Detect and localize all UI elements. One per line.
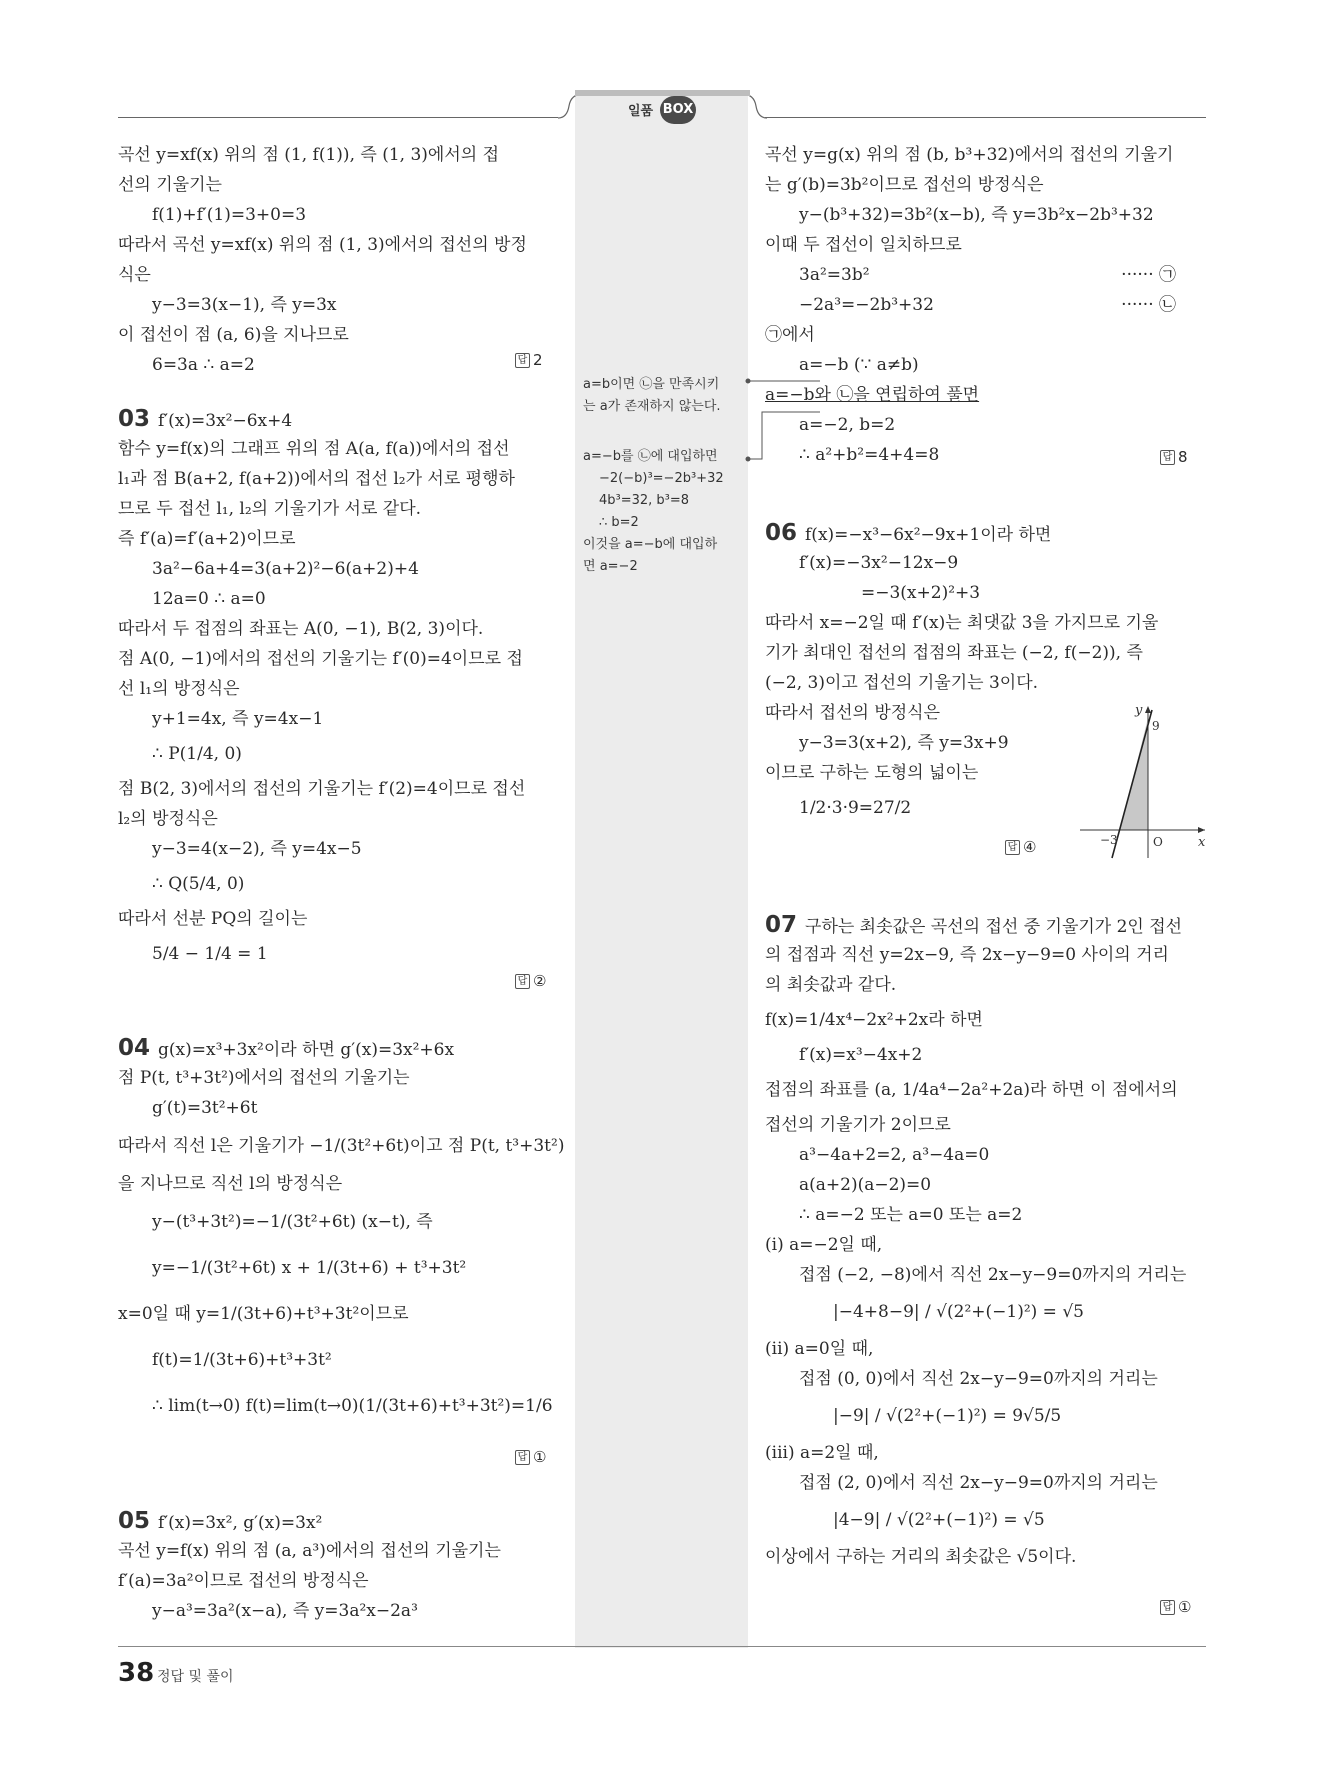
equation-line: 3a²−6a+4=3(a+2)²−6(a+2)+4 [152, 559, 419, 579]
equation-line: a(a+2)(a−2)=0 [799, 1175, 932, 1195]
text-line: 따라서 두 접점의 좌표는 A(0, −1), B(2, 3)이다. [118, 619, 484, 639]
answer-mark-icon: 답 [515, 1450, 530, 1465]
question-04 [118, 1033, 565, 1429]
answer-07: 답 ① [1160, 1598, 1191, 1616]
text-line: 의 최솟값과 같다. [765, 975, 897, 995]
equation-line: f′(x)=−3x²−12x−9 [799, 553, 959, 573]
text-line: 는 g′(b)=3b²이므로 접선의 방정식은 [765, 175, 1044, 195]
equation-line: ∴ P(1/4, 0) [152, 744, 242, 764]
text-line: 곡선 y=xf(x) 위의 점 (1, f(1)), 즉 (1, 3)에서의 접 [118, 145, 499, 165]
graph-x-label: x [1198, 835, 1206, 850]
answer-mark-icon: 답 [1160, 1600, 1175, 1615]
text-line: 접선의 기울기가 2이므로 [765, 1115, 951, 1135]
equation-line: |−9| / √(2²+(−1)²) = 9√5/5 [833, 1406, 1062, 1426]
equation-line: y−(t³+3t²)=−1/(3t²+6t) (x−t), 즉 [152, 1212, 433, 1232]
header-rule-right [765, 117, 1206, 118]
equation-line: f(1)+f′(1)=3+0=3 [152, 205, 307, 225]
equation-line: ∴ Q(5/4, 0) [152, 874, 245, 894]
text-line: 함수 y=f(x)의 그래프 위의 점 A(a, f(a))에서의 접선 [118, 439, 510, 459]
text-line: 따라서 선분 PQ의 길이는 [118, 909, 308, 929]
header-tab-label: 일품 [628, 104, 654, 119]
text-line: ㉠에서 [765, 325, 815, 345]
text-line: 곡선 y=g(x) 위의 점 (b, b³+32)에서의 접선의 기울기 [765, 145, 1174, 165]
equation-line: f(x)=−x³−6x²−9x+1이라 하면 [805, 525, 1052, 545]
text-line: 따라서 곡선 y=xf(x) 위의 점 (1, 3)에서의 접선의 방정 [118, 235, 527, 255]
answer-mark-icon: 답 [515, 974, 530, 989]
text-line: a=−b와 ㉡을 연립하여 풀면 [765, 385, 980, 405]
side-note-1: a=b이면 ㉡을 만족시키 는 a가 존재하지 않는다. [583, 377, 721, 414]
equation-line: y−3=3(x+2), 즉 y=3x+9 [799, 733, 1009, 753]
equation-line: y−3=3(x−1), 즉 y=3x [152, 295, 337, 315]
equation-line: a=−b (∵ a≠b) [799, 355, 919, 375]
question-number: 04 [118, 1035, 151, 1061]
case-label: (iii) a=2일 때, [765, 1443, 879, 1463]
text-line: 즉 f′(a)=f′(a+2)이므로 [118, 529, 296, 549]
equation-tag: ······ ㉠ [1121, 265, 1176, 285]
text-line: l₂의 방정식은 [118, 809, 218, 829]
text-line: x=0일 때 y=1/(3t+6)+t³+3t²이므로 [118, 1304, 409, 1324]
header-rule-left [118, 117, 558, 118]
equation-line: a³−4a+2=2, a³−4a=0 [799, 1145, 990, 1165]
text-line: 이 접선이 점 (a, 6)을 지나므로 [118, 325, 349, 345]
graph-origin: O [1153, 835, 1163, 849]
equation-line: f(x)=1/4x⁴−2x²+2x라 하면 [765, 1010, 983, 1030]
equation-line: a=−2, b=2 [799, 415, 896, 435]
equation-line: f′(x)=x³−4x+2 [799, 1045, 923, 1065]
page-number: 38 [118, 1658, 155, 1688]
question-03 [118, 404, 558, 974]
equation-line: y+1=4x, 즉 y=4x−1 [152, 709, 324, 729]
text-line: 접점 (0, 0)에서 직선 2x−y−9=0까지의 거리는 [799, 1369, 1158, 1389]
footer-title: 정답 및 풀이 [157, 1669, 234, 1685]
side-note-2: a=−b를 ㉡에 대입하면 −2(−b)³=−2b³+32 4b³=32, b³=8 ∴ b=2 이것을 a=−b에 대입하 면 a=−2 [583, 449, 724, 574]
answer-mark-icon: 답 [1160, 450, 1175, 465]
text-line: l₁과 점 B(a+2, f(a+2))에서의 접선 l₂가 서로 평행하 [118, 469, 515, 489]
equation-line: |−4+8−9| / √(2²+(−1)²) = √5 [833, 1302, 1084, 1322]
equation-line: ∴ lim(t→0) f(t)=lim(t→0)(1/(3t+6)+t³+3t²)=1/6 [152, 1396, 553, 1416]
text-line: (−2, 3)이고 접선의 기울기는 3이다. [765, 673, 1039, 693]
answer-02: 답 2 [515, 351, 543, 369]
graph-y-intercept: 9 [1152, 719, 1160, 733]
equation-line: 12a=0 ∴ a=0 [152, 589, 266, 609]
text-line: 므로 두 접선 l₁, l₂의 기울기가 서로 같다. [118, 499, 422, 519]
equation-line: ∴ a²+b²=4+4=8 [799, 445, 940, 465]
text-line: 이상에서 구하는 거리의 최솟값은 √5이다. [765, 1547, 1077, 1567]
graph-y-label: y [1135, 703, 1143, 718]
answer-04: 답 ① [515, 1448, 546, 1466]
text-line: 을 지나므로 직선 l의 방정식은 [118, 1174, 343, 1194]
question-05-start [118, 1506, 558, 1626]
text-line: 접점 (−2, −8)에서 직선 2x−y−9=0까지의 거리는 [799, 1265, 1187, 1285]
equation-line: y−3=4(x−2), 즉 y=4x−5 [152, 839, 362, 859]
text-line: 점 B(2, 3)에서의 접선의 기울기는 f′(2)=4이므로 접선 [118, 779, 526, 799]
question-number: 03 [118, 406, 151, 432]
text-line: 식은 [118, 265, 151, 285]
text-line: 곡선 y=f(x) 위의 점 (a, a³)에서의 접선의 기울기는 [118, 1541, 501, 1561]
center-note-column [575, 95, 748, 1648]
question-number: 07 [765, 912, 798, 938]
text-line: 의 접점과 직선 y=2x−9, 즉 2x−y−9=0 사이의 거리 [765, 945, 1169, 965]
footer-rule [118, 1646, 1206, 1647]
text-line: 선의 기울기는 [118, 175, 222, 195]
text-line: 접점의 좌표를 (a, 1/4a⁴−2a²+2a)라 하면 이 점에서의 [765, 1080, 1178, 1100]
question-number: 06 [765, 520, 798, 546]
equation-line: 5/4 − 1/4 = 1 [152, 944, 268, 964]
question-07 [765, 910, 1206, 1572]
question-number: 05 [118, 1508, 151, 1534]
equation-line: f(t)=1/(3t+6)+t³+3t² [152, 1350, 332, 1370]
equation-line: −2a³=−2b³+32 ······ ㉡ [765, 290, 1206, 320]
equation-line: =−3(x+2)²+3 [861, 583, 981, 603]
answer-mark-icon: 답 [1005, 840, 1020, 855]
answer-05: 답 8 [1160, 448, 1188, 466]
equation-line: 6=3a ∴ a=2 [152, 355, 255, 375]
text-line: 따라서 접선의 방정식은 [765, 703, 941, 723]
equation-line: y−a³=3a²(x−a), 즉 y=3a²x−2a³ [152, 1601, 418, 1621]
header-box-badge: BOX [660, 96, 696, 124]
left-column [118, 140, 558, 380]
question-05-continued [765, 140, 1206, 470]
equation-line: g(x)=x³+3x²이라 하면 g′(x)=3x²+6x [158, 1040, 455, 1060]
text-line: 따라서 직선 l은 기울기가 −1/(3t²+6t)이고 점 P(t, t³+3t²) [118, 1136, 565, 1156]
text-line: f′(a)=3a²이므로 접선의 방정식은 [118, 1571, 369, 1591]
graph-x-intercept: −3 [1100, 833, 1118, 847]
text-line: 접점 (2, 0)에서 직선 2x−y−9=0까지의 거리는 [799, 1473, 1158, 1493]
text-line: 선 l₁의 방정식은 [118, 679, 240, 699]
answer-03: 답 ② [515, 972, 546, 990]
equation-line: f′(x)=3x²−6x+4 [158, 411, 293, 431]
text-line: 점 A(0, −1)에서의 접선의 기울기는 f′(0)=4이므로 접 [118, 649, 523, 669]
tangent-area-graph [1080, 700, 1210, 860]
case-label: (ii) a=0일 때, [765, 1339, 874, 1359]
text-line: 이때 두 접선이 일치하므로 [765, 235, 962, 255]
text-line: 따라서 x=−2일 때 f′(x)는 최댓값 3을 가지므로 기울 [765, 613, 1159, 633]
equation-line: 3a²=3b² ······ ㉠ [765, 260, 1206, 290]
text-line: 점 P(t, t³+3t²)에서의 접선의 기울기는 [118, 1068, 410, 1088]
equation-line: y−(b³+32)=3b²(x−b), 즉 y=3b²x−2b³+32 [799, 205, 1154, 225]
answer-06: 답 ④ [1005, 838, 1036, 856]
equation-line: g′(t)=3t²+6t [152, 1098, 258, 1118]
equation-line: |4−9| / √(2²+(−1)²) = √5 [833, 1510, 1045, 1530]
case-label: (i) a=−2일 때, [765, 1235, 883, 1255]
text-line: 구하는 최솟값은 곡선의 접선 중 기울기가 2인 접선 [805, 917, 1183, 937]
equation-line: 1/2·3·9=27/2 [799, 798, 912, 818]
answer-mark-icon: 답 [515, 353, 530, 368]
text-line: 이므로 구하는 도형의 넓이는 [765, 763, 979, 783]
equation-line: y=−1/(3t²+6t) x + 1/(3t+6) + t³+3t² [152, 1258, 467, 1278]
equation-line: f′(x)=3x², g′(x)=3x² [158, 1513, 323, 1533]
equation-line: ∴ a=−2 또는 a=0 또는 a=2 [799, 1205, 1023, 1225]
equation-tag: ······ ㉡ [1121, 295, 1176, 315]
text-line: 기가 최대인 접선의 접점의 좌표는 (−2, f(−2)), 즉 [765, 643, 1143, 663]
